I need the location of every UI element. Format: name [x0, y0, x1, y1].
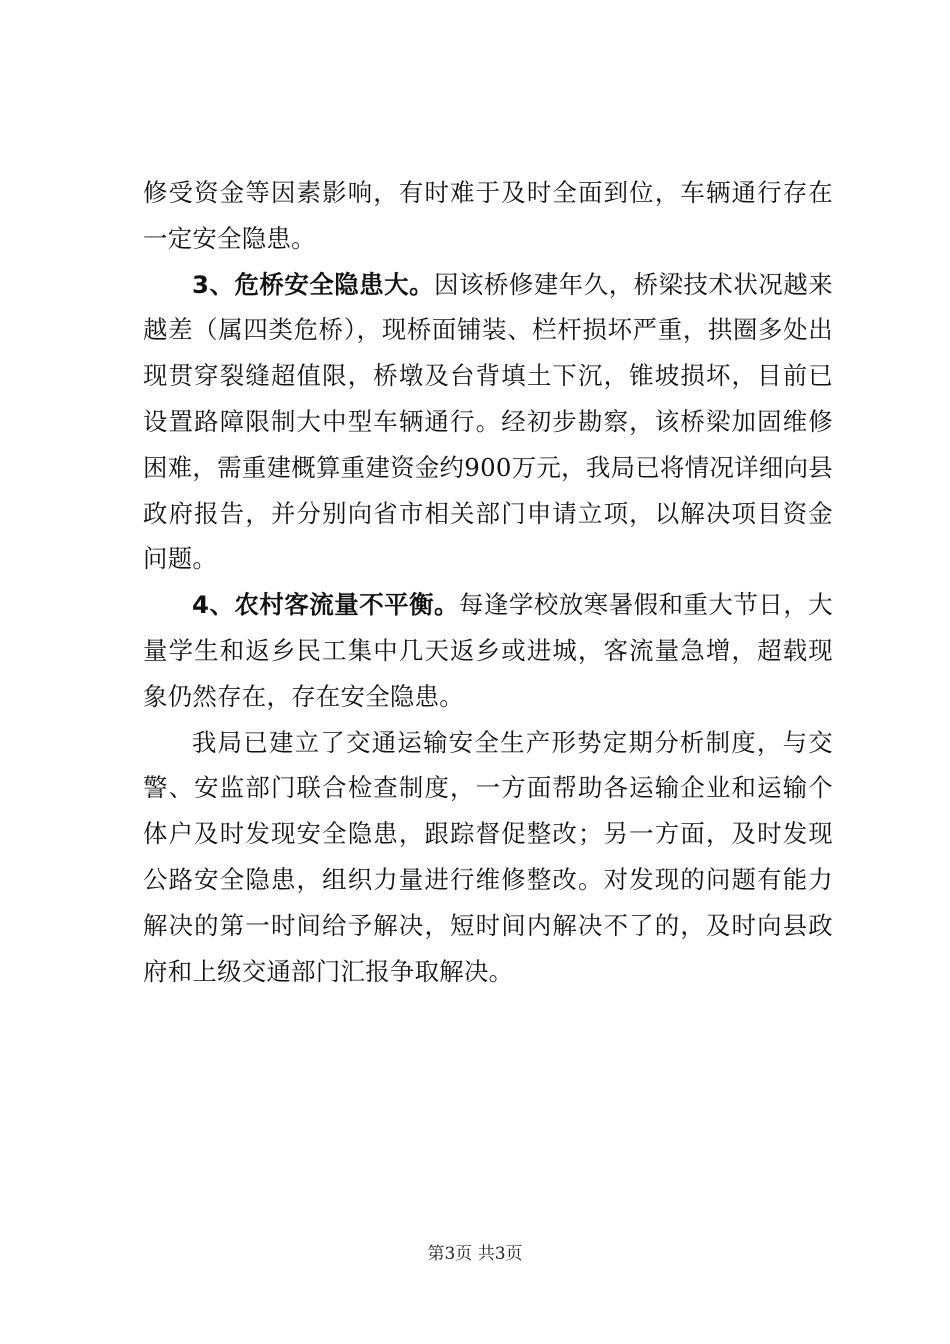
paragraph-dangerous-bridge — [143, 262, 833, 583]
paragraph-heading: 4、农村客流量不平衡。 — [192, 590, 460, 620]
paragraph-continuation — [143, 170, 833, 262]
paragraph-text: 因该桥修建年久，桥梁技术状况越来越差（属四类危桥），现桥面铺装、栏杆损坏严重，拱圈多处出现贯穿裂缝超值限，桥墩及台背填土下沉，锥坡损坏，目前已设置路障限制大中型车辆通行。经初步勘察，该桥梁加固维修困难，需重建概算重建资金约900万元，我局已将情况详细向县政府报告，并分别向省市相关部门申请立项，以解决项目资金问题。 — [143, 269, 833, 574]
page-number: 第3页 共3页 — [427, 1244, 523, 1264]
paragraph-text: 每逢学校放寒暑假和重大节日，大量学生和返乡民工集中几天返乡或进城，客流量急增，超载现象仍然存在，存在安全隐患。 — [143, 590, 833, 711]
paragraph-measures — [143, 720, 833, 995]
paragraph-heading: 3、危桥安全隐患大。 — [192, 269, 435, 299]
paragraph-text: 修受资金等因素影响，有时难于及时全面到位，车辆通行存在一定安全隐患。 — [143, 178, 833, 253]
paragraph-passenger-flow — [143, 582, 833, 719]
paragraph-text: 我局已建立了交通运输安全生产形势定期分析制度，与交警、安监部门联合检查制度，一方面帮助各运输企业和运输个体户及时发现安全隐患，跟踪督促整改；另一方面，及时发现公路安全隐患，组织力量进行维修整改。对发现的问题有能力解决的第一时间给予解决，短时间内解决不了的，及时向县政府和上级交通部门汇报争取解决。 — [143, 727, 833, 986]
page-footer — [0, 1242, 950, 1266]
body-text — [143, 170, 833, 994]
